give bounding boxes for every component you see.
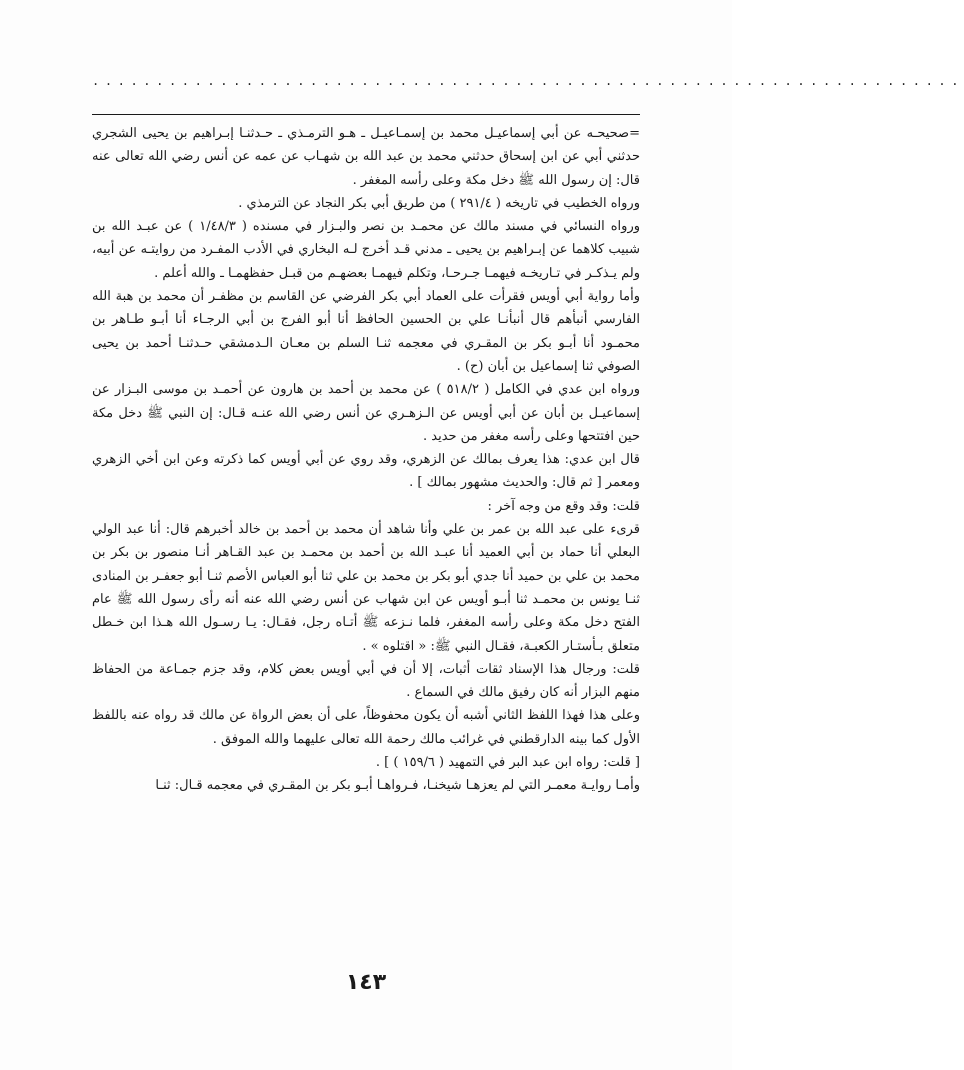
paragraph-nasai: ورواه النسائي في مسند مالك عن محمـد بن نصر والبـزار في مسنده ( ١/٤٨/٣ ) عن عبـد الله بن شبيب كلاهما عن إبـراهيم بن يحيى ـ مدني قـد أخرج لـه البخاري في الأدب المفـرد من روايتـه عن أبيه، ولم يـذكـر في تـاريخـه فيهمـا جـرحـا، وتكلم فيهمـا بعضهـم من قبـل حفظهمـا ـ والله أعلم . xyxy=(92,219,640,281)
paragraph-continuation: =صحيحـه عن أبي إسماعيـل محمد بن إسمـاعيـل ـ هـو الترمـذي ـ حـدثنـا إبـراهيم بن يحيى الشجري حدثني أبي عن ابن إسحاق حدثني محمد بن عبد الله بن شهـاب عن عمه عن أنس رضي الله تعالى عنه قال: إن رسول الله ﷺ دخل مكة وعلى رأسه المغفر . xyxy=(92,126,640,188)
body-text xyxy=(92,122,640,798)
paragraph-narrators-note: قلت: ورجال هذا الإسناد ثقات أثبات، إلا أن في أبي أويس بعض كلام، وقد جزم جمـاعة من الحفاظ منهم البزار أنه كان رفيق مالك في السماع . xyxy=(92,661,640,701)
paragraph-khatib: ورواه الخطيب في تاريخه ( ٢٩١/٤ ) من طريق أبي بكر النجاد عن الترمذي . xyxy=(238,195,640,211)
paragraph-another-way: قلت: وقد وقع من وجه آخر : xyxy=(487,498,640,514)
header-rule xyxy=(92,114,640,115)
paragraph-abu-uways: وأما رواية أبي أويس فقرأت على العماد أبي بكر الفرضي عن القاسم بن مظفـر أن محمد بن هبة الله الفارسي أنبأهم قال أنبأنـا علي بن الحسين الحافظ أنا أبو الفرج بن أبي الرجـاء أنا أبـو طـاهر بن محمـود أنا أبـو بكر بن المقـري في معجمه ثنـا السلم بن معـان الـدمشقي حـدثنـا أحمد بن يحيى الصوفي ثنا إسماعيل بن أبان (ح) . xyxy=(92,289,640,374)
paragraph-ibn-adi: ورواه ابن عدي في الكامل ( ٥١٨/٢ ) عن محمد بن أحمد بن هارون عن أحمـد بن موسى البـزار عن إسماعيـل بن أبان عن أبي أويس عن الـزهـري عن أنس رضي الله عنـه قـال: إن النبي ﷺ دخل مكة حين افتتحها وعلى رأسه مغفر من حديد . xyxy=(92,382,640,444)
dotted-header-line: .................................................................... xyxy=(92,74,964,88)
page-number: ١٤٣ xyxy=(345,970,387,995)
paragraph-second-wording: وعلى هذا فهذا اللفظ الثاني أشبه أن يكون محفوظاً، على أن بعض الرواة عن مالك قد رواه عنه باللفظ الأول كما بينه الدارقطني في غرائب مالك رحمة الله تعالى عليهما والله الموفق . xyxy=(92,708,640,747)
paragraph-isnad: قرىء على عبد الله بن عمر بن علي وأنا شاهد أن محمد بن أحمد بن خالد أخبرهم قال: أنا عبد الولي البعلي أنا حماد بن أبي العميد أنا عبـد الله بن أحمد بن محمـد بن عبد القـاهر أنـا منصور بن بكر بن محمد بن علي بن حميد أنا جدي أبو بكر بن محمد بن علي ثنا أبو العباس الأصم ثنـا أبو جعفـر بن المنادى ثنـا يونس بن محمـد ثنا أبـو أويس عن ابن شهاب عن أنس رضي الله عنه أنه رأى رسول الله ﷺ عام الفتح دخل مكة وعلى رأسه المغفر، فلما نـزعه ﷺ أتـاه رجل، فقـال: يـا رسـول الله هـذا ابن خـطل متعلق بـأستـار الكعبـة، فقـال النبي ﷺ: « اقتلوه » . xyxy=(92,522,640,654)
paragraph-mamar: وأمـا روايـة معمـر التي لم يعزهـا شيخنـا، فـرواهـا أبـو بكر بن المقـري في معجمه قـال: ثنـا xyxy=(155,778,640,794)
paragraph-tamhid: [ قلت: رواه ابن عبد البر في التمهيد ( ١٥٩/٦ ) ] . xyxy=(375,755,640,771)
paragraph-ibn-adi-comment: قال ابن عدي: هذا يعرف بمالك عن الزهري، وقد روي عن أبي أويس كما ذكرته وعن ابن أخي الزهري ومعمر [ ثم قال: والحديث مشهور بمالك ] . xyxy=(92,452,640,491)
